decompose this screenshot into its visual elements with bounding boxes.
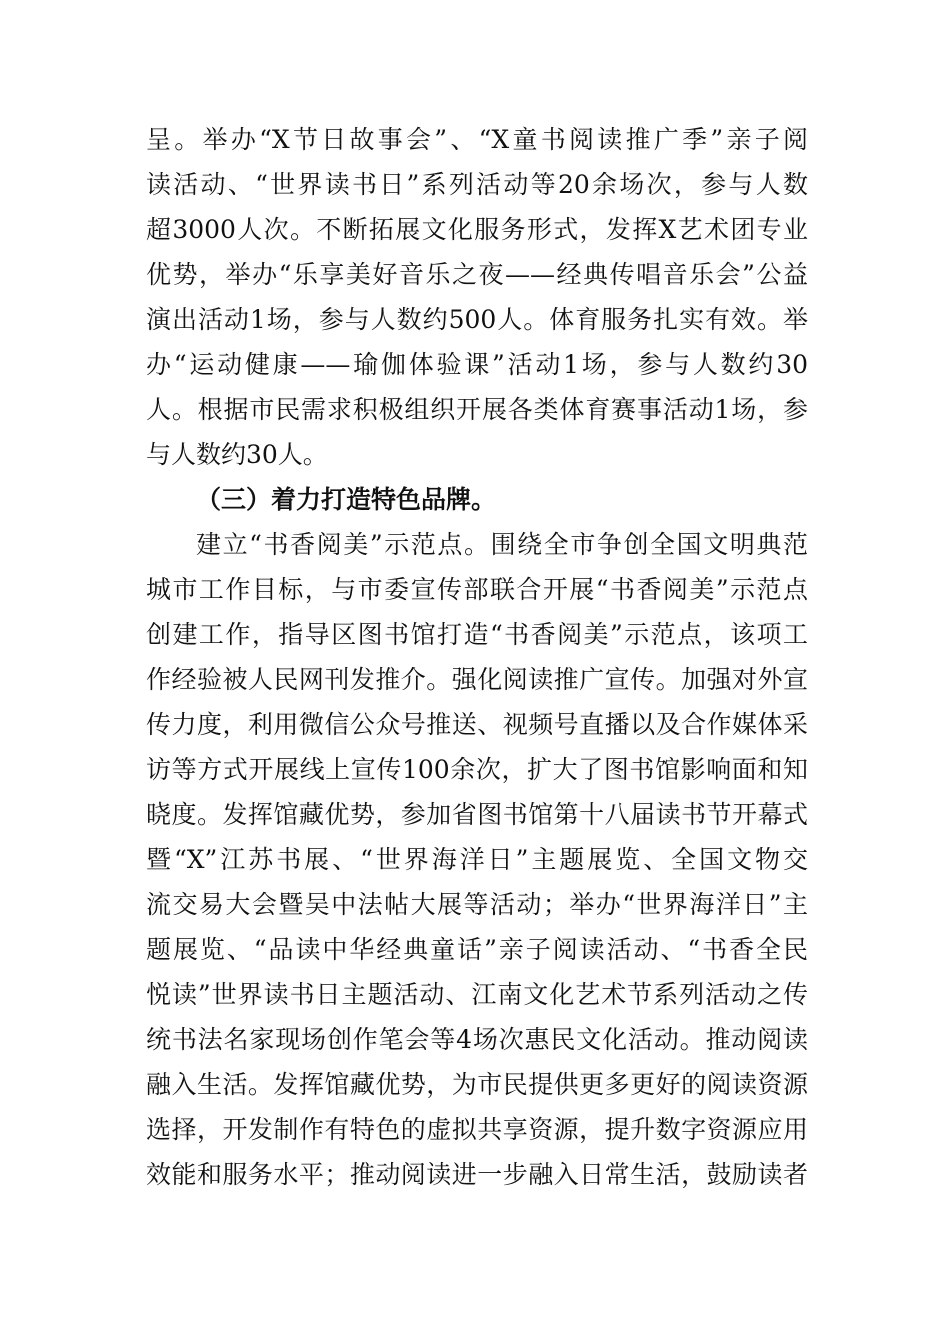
text-line: 融入生活。发挥馆藏优势，为市民提供更多更好的阅读资源 bbox=[146, 1070, 808, 1099]
text-line: 人。根据市民需求积极组织开展各类体育赛事活动1场，参 bbox=[146, 395, 808, 424]
text-line: 选择，开发制作有特色的虚拟共享资源，提升数字资源应用 bbox=[146, 1115, 808, 1144]
text-line: 暨“X”江苏书展、“世界海洋日”主题展览、全国文物交 bbox=[146, 845, 808, 874]
text-line: 访等方式开展线上宣传100余次，扩大了图书馆影响面和知 bbox=[146, 755, 808, 784]
text-line: 传力度，利用微信公众号推送、视频号直播以及合作媒体采 bbox=[146, 710, 808, 739]
section-heading: （三）着力打造特色品牌。 bbox=[196, 485, 497, 514]
text-line: 演出活动1场，参与人数约500人。体育服务扎实有效。举 bbox=[146, 305, 808, 334]
text-line: 统书法名家现场创作笔会等4场次惠民文化活动。推动阅读 bbox=[146, 1025, 808, 1054]
text-line: 办“运动健康——瑜伽体验课”活动1场，参与人数约30 bbox=[146, 350, 808, 379]
paragraph-first-line: 建立“书香阅美”示范点。围绕全市争创全国文明典范 bbox=[196, 530, 808, 559]
text-line: 效能和服务水平；推动阅读进一步融入日常生活，鼓励读者 bbox=[146, 1160, 808, 1189]
text-line: 晓度。发挥馆藏优势，参加省图书馆第十八届读书节开幕式 bbox=[146, 800, 808, 829]
text-line: 读活动、“世界读书日”系列活动等20余场次，参与人数 bbox=[146, 170, 808, 199]
text-line: 与人数约30人。 bbox=[146, 440, 328, 469]
text-line: 悦读”世界读书日主题活动、江南文化艺术节系列活动之传 bbox=[146, 980, 808, 1009]
text-line: 优势，举办“乐享美好音乐之夜——经典传唱音乐会”公益 bbox=[146, 260, 808, 289]
text-line: 呈。举办“X节日故事会”、“X童书阅读推广季”亲子阅 bbox=[146, 125, 808, 154]
text-line: 城市工作目标，与市委宣传部联合开展“书香阅美”示范点 bbox=[146, 575, 808, 604]
text-line: 创建工作，指导区图书馆打造“书香阅美”示范点，该项工 bbox=[146, 620, 808, 649]
text-line: 题展览、“品读中华经典童话”亲子阅读活动、“书香全民 bbox=[146, 935, 808, 964]
text-line: 超3000人次。不断拓展文化服务形式，发挥X艺术团专业 bbox=[146, 215, 808, 244]
text-line: 流交易大会暨吴中法帖大展等活动；举办“世界海洋日”主 bbox=[146, 890, 808, 919]
text-line: 作经验被人民网刊发推介。强化阅读推广宣传。加强对外宣 bbox=[146, 665, 808, 694]
